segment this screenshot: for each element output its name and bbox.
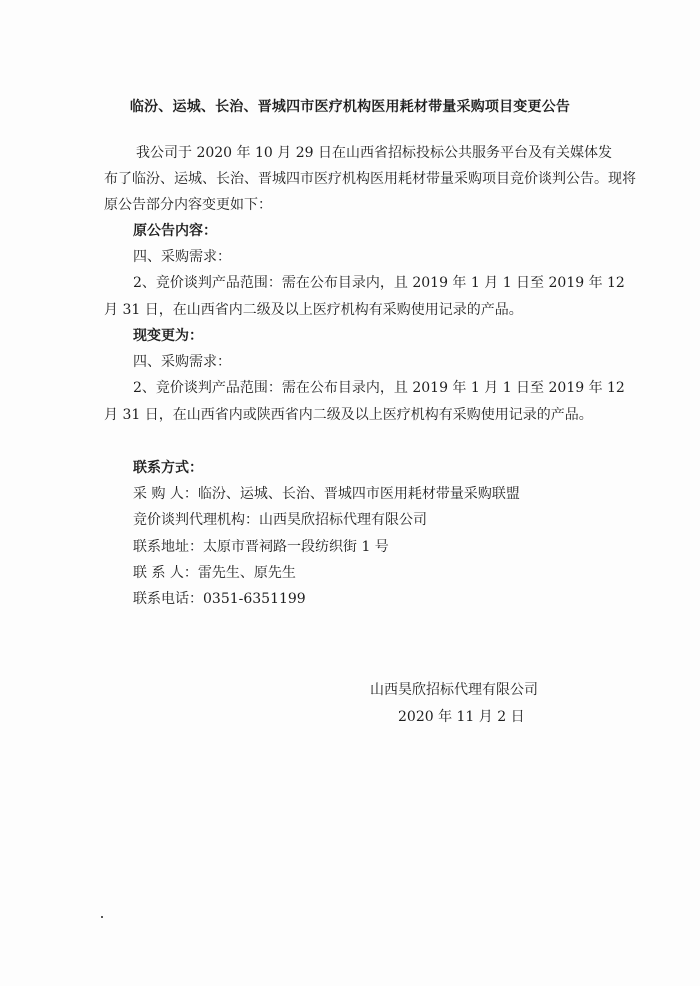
changed-item-line-1: 2、竞价谈判产品范围：需在公布目录内，且 2019 年 1 月 1 日至 2019 年 12 [133, 380, 625, 396]
contact-purchaser: 采 购 人：临汾、运城、长治、晋城四市医用耗材带量采购联盟 [133, 486, 520, 502]
contact-heading: 联系方式： [133, 460, 203, 476]
intro-line-3: 原公告部分内容变更如下： [104, 197, 272, 213]
signature-company: 山西昊欣招标代理有限公司 [370, 682, 538, 698]
original-section: 四、采购需求： [133, 249, 231, 265]
contact-phone: 联系电话：0351-6351199 [133, 591, 306, 607]
signature-date: 2020 年 11 月 2 日 [398, 709, 525, 725]
scan-speck [101, 916, 103, 918]
original-item-line-1: 2、竞价谈判产品范围：需在公布目录内，且 2019 年 1 月 1 日至 2019 年 12 [133, 275, 625, 291]
changed-item-line-2: 月 31 日，在山西省内或陕西省内二级及以上医疗机构有采购使用记录的产品。 [104, 407, 593, 423]
intro-line-2: 布了临汾、运城、长治、晋城四市医疗机构医用耗材带量采购项目竞价谈判公告。现将 [104, 171, 636, 187]
changed-section: 四、采购需求： [133, 354, 231, 370]
original-heading: 原公告内容： [133, 223, 217, 239]
document-title: 临汾、运城、长治、晋城四市医疗机构医用耗材带量采购项目变更公告 [129, 99, 571, 115]
original-item-line-2: 月 31 日，在山西省内二级及以上医疗机构有采购使用记录的产品。 [104, 302, 523, 318]
contact-address: 联系地址：太原市晋祠路一段纺织街 1 号 [133, 539, 389, 555]
contact-agency: 竞价谈判代理机构：山西昊欣招标代理有限公司 [133, 512, 427, 528]
intro-line-1: 我公司于 2020 年 10 月 29 日在山西省招标投标公共服务平台及有关媒体发 [136, 145, 612, 161]
contact-person: 联 系 人：雷先生、原先生 [133, 565, 296, 581]
changed-heading: 现变更为： [133, 328, 203, 344]
